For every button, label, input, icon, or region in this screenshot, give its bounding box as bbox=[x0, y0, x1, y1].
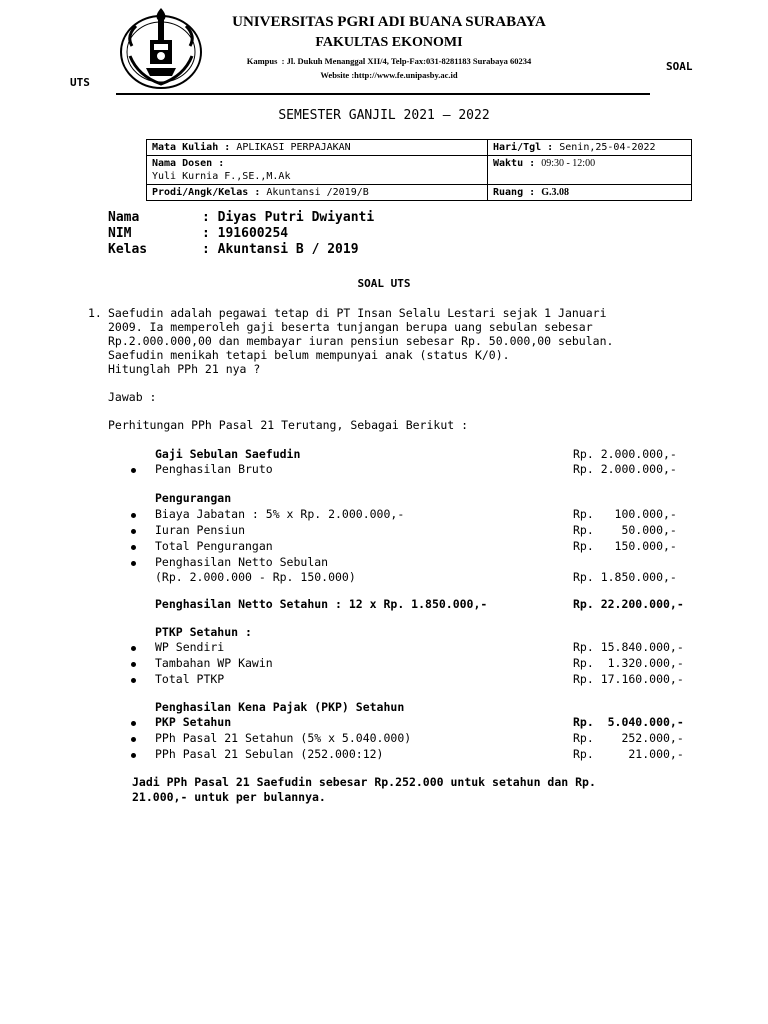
university-logo-icon bbox=[118, 6, 204, 92]
student-nim-label: NIM bbox=[108, 226, 132, 241]
gaji-heading: Gaji Sebulan Saefudin bbox=[155, 447, 301, 461]
wp-sendiri-label: WP Sendiri bbox=[155, 640, 225, 654]
netto-label: Penghasilan Netto Sebulan bbox=[155, 555, 329, 569]
soal-title: SOAL UTS bbox=[357, 277, 411, 290]
question-line: Saefudin adalah pegawai tetap di PT Insan Selalu Lestari sejak 1 Januari bbox=[108, 306, 607, 320]
student-class-value: : Akuntansi B / 2019 bbox=[202, 242, 359, 257]
total-ptkp-label: Total PTKP bbox=[155, 672, 225, 686]
biaya-jabatan-value: Rp. 100.000,- bbox=[573, 507, 677, 521]
bullet-icon bbox=[131, 529, 136, 534]
bruto-label: Penghasilan Bruto bbox=[155, 462, 273, 476]
faculty-name: FAKULTAS EKONOMI bbox=[315, 35, 463, 50]
room-label: Ruang : bbox=[493, 187, 536, 198]
lecturer-label: Nama Dosen : bbox=[152, 158, 225, 169]
course-cell bbox=[147, 140, 488, 156]
total-pengurangan-label: Total Pengurangan bbox=[155, 539, 273, 553]
bullet-icon bbox=[131, 545, 136, 550]
bruto-value: Rp. 2.000.000,- bbox=[573, 462, 677, 476]
pkp-value: Rp. 5.040.000,- bbox=[573, 715, 684, 729]
program-value: Akuntansi /2019/B bbox=[266, 187, 369, 198]
question-line: Saefudin menikah tetapi belum mempunyai anak (status K/0). bbox=[108, 348, 510, 362]
ptkp-heading: PTKP Setahun : bbox=[155, 625, 252, 639]
pkp-label: PKP Setahun bbox=[155, 715, 232, 729]
pph-sebulan-label: PPh Pasal 21 Sebulan (252.000:12) bbox=[155, 747, 384, 761]
total-ptkp-value: Rp. 17.160.000,- bbox=[573, 672, 684, 686]
university-name: UNIVERSITAS PGRI ADI BUANA SURABAYA bbox=[232, 14, 546, 30]
course-label: Mata Kuliah : bbox=[152, 142, 231, 153]
header-divider bbox=[116, 93, 650, 95]
course-info-table bbox=[146, 139, 692, 201]
pkp-heading: Penghasilan Kena Pajak (PKP) Setahun bbox=[155, 700, 405, 714]
soal-tag: SOAL bbox=[666, 60, 693, 73]
wp-kawin-label: Tambahan WP Kawin bbox=[155, 656, 273, 670]
bullet-icon bbox=[131, 737, 136, 742]
netto-detail: (Rp. 2.000.000 - Rp. 150.000) bbox=[155, 570, 356, 584]
bullet-icon bbox=[131, 468, 136, 473]
wp-kawin-value: Rp. 1.320.000,- bbox=[573, 656, 684, 670]
student-name-label: Nama bbox=[108, 210, 140, 225]
pph-sebulan-value: Rp. 21.000,- bbox=[573, 747, 684, 761]
question-number: 1. bbox=[88, 306, 102, 320]
time-value: 09:30 - 12:00 bbox=[541, 158, 596, 169]
question-line: Rp.2.000.000,00 dan membayar iuran pensiun sebesar Rp. 50.000,00 sebulan. bbox=[108, 334, 614, 348]
pph-setahun-label: PPh Pasal 21 Setahun (5% x 5.040.000) bbox=[155, 731, 412, 745]
bullet-icon bbox=[131, 513, 136, 518]
bullet-icon bbox=[131, 646, 136, 651]
room-cell bbox=[488, 185, 692, 201]
wp-sendiri-value: Rp. 15.840.000,- bbox=[573, 640, 684, 654]
bullet-icon bbox=[131, 662, 136, 667]
answer-label: Jawab : bbox=[108, 390, 157, 404]
bullet-icon bbox=[131, 721, 136, 726]
question-line: Hitunglah PPh 21 nya ? bbox=[108, 362, 261, 376]
iuran-label: Iuran Pensiun bbox=[155, 523, 246, 537]
student-nim-value: : 191600254 bbox=[202, 226, 289, 241]
program-label: Prodi/Angk/Kelas : bbox=[152, 187, 261, 198]
lecturer-value: Yuli Kurnia F.,SE.,M.Ak bbox=[152, 171, 291, 182]
student-name-value: : Diyas Putri Dwiyanti bbox=[202, 210, 375, 225]
biaya-jabatan-label: Biaya Jabatan : 5% x Rp. 2.000.000,- bbox=[155, 507, 405, 521]
bullet-icon bbox=[131, 753, 136, 758]
gaji-heading-value: Rp. 2.000.000,- bbox=[573, 447, 677, 461]
student-class-label: Kelas bbox=[108, 242, 148, 257]
date-cell bbox=[488, 140, 692, 156]
lecturer-cell bbox=[147, 156, 488, 185]
answer-intro: Perhitungan PPh Pasal 21 Terutang, Sebagai Berikut : bbox=[108, 418, 469, 432]
time-cell bbox=[488, 156, 692, 185]
pph-setahun-value: Rp. 252.000,- bbox=[573, 731, 684, 745]
time-label: Waktu : bbox=[493, 158, 536, 169]
course-value: APLIKASI PERPAJAKAN bbox=[236, 142, 351, 153]
date-value: Senin,25-04-2022 bbox=[559, 142, 656, 153]
bullet-icon bbox=[131, 561, 136, 566]
netto-setahun-value: Rp. 22.200.000,- bbox=[573, 597, 684, 611]
total-pengurangan-value: Rp. 150.000,- bbox=[573, 539, 677, 553]
netto-setahun-label: Penghasilan Netto Setahun : 12 x Rp. 1.850.000,- bbox=[155, 597, 488, 611]
conclusion-line: 21.000,- untuk per bulannya. bbox=[132, 790, 326, 804]
program-cell bbox=[147, 185, 488, 201]
conclusion-line: Jadi PPh Pasal 21 Saefudin sebesar Rp.252.000 untuk setahun dan Rp. bbox=[132, 775, 596, 789]
uts-tag: UTS bbox=[70, 76, 90, 89]
date-label: Hari/Tgl : bbox=[493, 142, 554, 153]
campus-address: Kampus : Jl. Dukuh Menanggal XII/4, Telp-Fax:031-8281183 Surabaya 60234 bbox=[246, 56, 532, 66]
bullet-icon bbox=[131, 678, 136, 683]
iuran-value: Rp. 50.000,- bbox=[573, 523, 677, 537]
website: Website :http://www.fe.unipasby.ac.id bbox=[320, 70, 458, 80]
netto-value: Rp. 1.850.000,- bbox=[573, 570, 677, 584]
question-line: 2009. Ia memperoleh gaji beserta tunjangan berupa uang sebulan sebesar bbox=[108, 320, 593, 334]
room-value: G.3.08 bbox=[541, 187, 569, 198]
pengurangan-heading: Pengurangan bbox=[155, 491, 232, 505]
semester-title: SEMESTER GANJIL 2021 – 2022 bbox=[278, 108, 490, 123]
